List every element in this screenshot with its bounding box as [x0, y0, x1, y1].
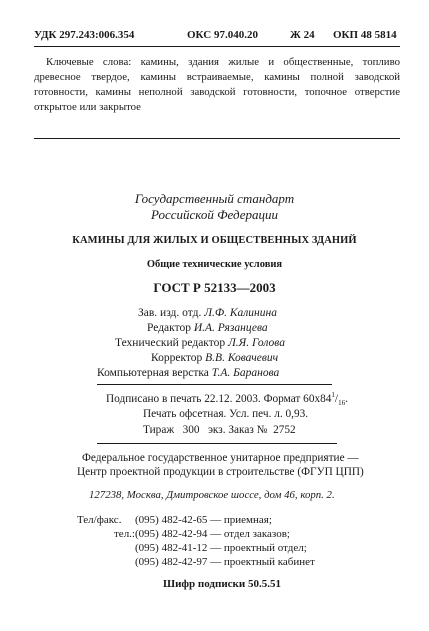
format-numerator: 1 — [331, 391, 335, 399]
phone-number: (095) 482-42-94 — [135, 528, 208, 540]
staff-role: Компьютерная верстка — [97, 367, 209, 379]
phone-row — [77, 528, 290, 540]
document-title: КАМИНЫ ДЛЯ ЖИЛЫХ И ОБЩЕСТВЕННЫХ ЗДАНИЙ — [72, 235, 357, 246]
staff-row — [115, 337, 285, 349]
phone-number: (095) 482-42-65 — [135, 514, 208, 526]
gost-number: ГОСТ Р 52133—2003 — [153, 280, 276, 295]
subscription-cipher: Шифр подписки 50.5.51 — [163, 578, 281, 590]
signed-line: Подписано в печать 22.12. 2003. Формат $60х84^1/_{16}$. — [106, 391, 348, 408]
phone-desc: — проектный отдел; — [210, 542, 307, 554]
okp-code: ОКП 48 5814 — [333, 29, 397, 41]
oks-code: ОКС 97.040.20 — [187, 29, 258, 41]
keywords-text: Ключевые слова: камины, здания жилые и общественные, топливо древесное твердое, камины встраиваемые, камины полной заводской готовности, камины неполной заводской готовности, топочное отверстие открытое или закрытое — [34, 56, 400, 113]
staff-row — [97, 367, 279, 379]
phone-row — [135, 542, 307, 554]
staff-divider — [97, 384, 332, 385]
format-denominator: 16 — [338, 399, 346, 408]
org-address: 127238, Москва, Дмитровское шоссе, дом 46, корп. 2. — [89, 489, 335, 501]
document-subtitle: Общие технические условия — [146, 259, 283, 270]
staff-role: Зав. изд. отд. — [138, 307, 202, 319]
phone-number: (095) 482-41-12 — [135, 542, 208, 554]
staff-role: Редактор — [147, 322, 191, 334]
tel-label: тел.: — [114, 528, 135, 540]
zh-code: Ж 24 — [290, 29, 315, 41]
phone-desc: — приемная; — [210, 514, 272, 526]
print-divider — [97, 443, 337, 444]
phone-number: (095) 482-42-97 — [135, 556, 208, 568]
staff-row — [147, 322, 268, 334]
phone-row — [77, 514, 272, 526]
telfax-label: Тел/факс. — [77, 514, 122, 526]
staff-name: Л.Ф. Калинина — [204, 307, 277, 319]
tirazh-label: Тираж — [143, 424, 175, 436]
tirazh-line — [143, 424, 296, 436]
udk-code: УДК 297.243:006.354 — [34, 29, 135, 41]
phone-row — [135, 556, 315, 568]
staff-row — [151, 352, 278, 364]
staff-role: Технический редактор — [115, 337, 226, 349]
tirazh-value: 300 — [182, 424, 200, 436]
phone-desc: — отдел заказов; — [210, 528, 290, 540]
staff-role: Корректор — [151, 352, 203, 364]
header-divider — [34, 46, 400, 47]
order-label: экз. Заказ № — [208, 424, 268, 436]
keywords-block — [34, 55, 400, 115]
order-number: 2752 — [273, 424, 296, 436]
staff-name: Т.А. Баранова — [211, 367, 280, 379]
org-line-2: Центр проектной продукции в строительстве (ФГУП ЦПП) — [77, 466, 364, 478]
staff-name: Л.Я. Голова — [228, 337, 285, 349]
staff-name: И.А. Рязанцева — [193, 322, 268, 334]
signed-text: Подписано в печать 22.12. 2003. Формат 60х84 — [106, 392, 332, 405]
phone-desc: — проектный кабинет — [210, 556, 315, 568]
keywords-divider — [34, 138, 400, 139]
print-type: Печать офсетная. Усл. печ. л. 0,93. — [143, 408, 309, 420]
org-line-1: Федеральное государственное унитарное предприятие — — [82, 452, 359, 464]
standard-line-1: Государственный стандарт — [134, 191, 295, 206]
standard-line-2: Российской Федерации — [150, 207, 279, 222]
staff-name: В.В. Ковачевич — [205, 352, 279, 364]
staff-row — [138, 307, 277, 319]
signed-suffix: . — [345, 392, 348, 405]
